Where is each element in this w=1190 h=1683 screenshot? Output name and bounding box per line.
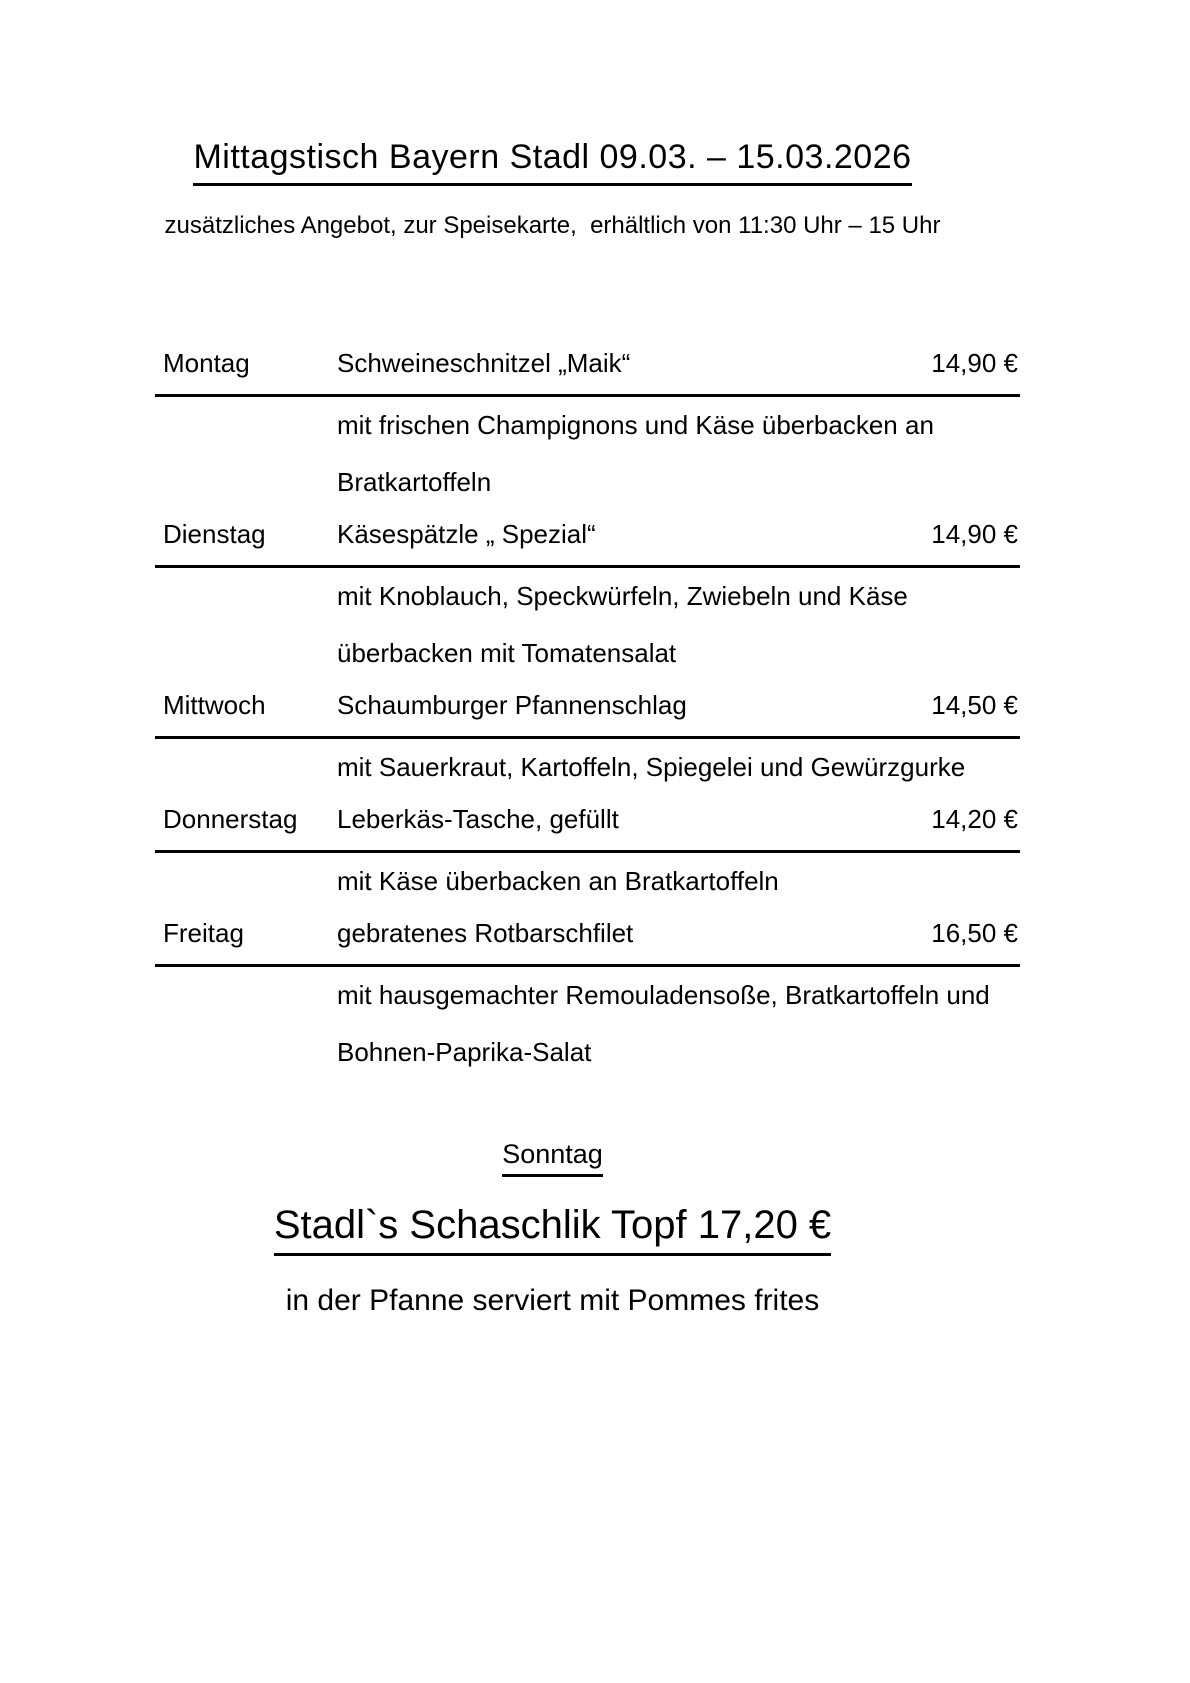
dish-price: 14,20 €	[931, 804, 1018, 834]
dish-price: 14,90 €	[931, 348, 1018, 378]
dish-description-line: Bratkartoffeln	[337, 466, 492, 497]
day-label: Dienstag	[163, 519, 266, 549]
page-header	[155, 136, 950, 244]
day-header-row	[155, 682, 1020, 739]
dish-description-line: mit hausgemachter Remouladensoße, Bratkartoffeln und	[337, 979, 990, 1010]
day-header-row	[155, 340, 1020, 397]
day-header-row	[155, 511, 1020, 568]
day-label: Donnerstag	[163, 804, 298, 834]
dish-name: Schaumburger Pfannenschlag	[337, 690, 687, 720]
dish-name: Käsespätzle „ Spezial“	[337, 519, 596, 549]
special-day-heading: Sonntag	[502, 1137, 603, 1177]
dish-description-line: mit Käse überbacken an Bratkartoffeln	[337, 865, 779, 896]
day-header-row	[155, 910, 1020, 967]
special-day-row	[155, 1137, 950, 1177]
dish-name: Leberkäs-Tasche, gefüllt	[337, 804, 619, 834]
dish-description-line: mit frischen Champignons und Käse überbacken an	[337, 409, 934, 440]
special-title-row	[155, 1177, 950, 1256]
sunday-special	[155, 1137, 950, 1320]
day-block	[155, 340, 1020, 511]
special-dish-title: Stadl`s Schaschlik Topf 17,20 €	[274, 1201, 831, 1256]
day-block	[155, 511, 1020, 682]
dish-description-line: Bohnen-Paprika-Salat	[337, 1036, 592, 1067]
day-block	[155, 682, 1020, 796]
dish-price: 14,50 €	[931, 690, 1018, 720]
dish-name: Schweineschnitzel „Maik“	[337, 348, 631, 378]
day-label: Freitag	[163, 918, 244, 948]
day-block	[155, 910, 1020, 1081]
dish-name: gebratenes Rotbarschfilet	[337, 918, 634, 948]
dish-price: 16,50 €	[931, 918, 1018, 948]
page-subtitle: zusätzliches Angebot, zur Speisekarte, erhältlich von 11:30 Uhr – 15 Uhr	[164, 211, 941, 239]
dish-description-line: mit Knoblauch, Speckwürfeln, Zwiebeln und Käse	[337, 580, 908, 611]
day-label: Montag	[163, 348, 250, 378]
day-header-row	[155, 796, 1020, 853]
day-block	[155, 796, 1020, 910]
menu-days	[155, 340, 1020, 1081]
special-description: in der Pfanne serviert mit Pommes frites	[285, 1283, 820, 1317]
day-label: Mittwoch	[163, 690, 266, 720]
dish-description-line: mit Sauerkraut, Kartoffeln, Spiegelei und Gewürzgurke	[337, 751, 966, 782]
page-title: Mittagstisch Bayern Stadl 09.03. – 15.03.2026	[193, 136, 911, 186]
dish-description-line: überbacken mit Tomatensalat	[337, 637, 677, 668]
dish-price: 14,90 €	[931, 519, 1018, 549]
